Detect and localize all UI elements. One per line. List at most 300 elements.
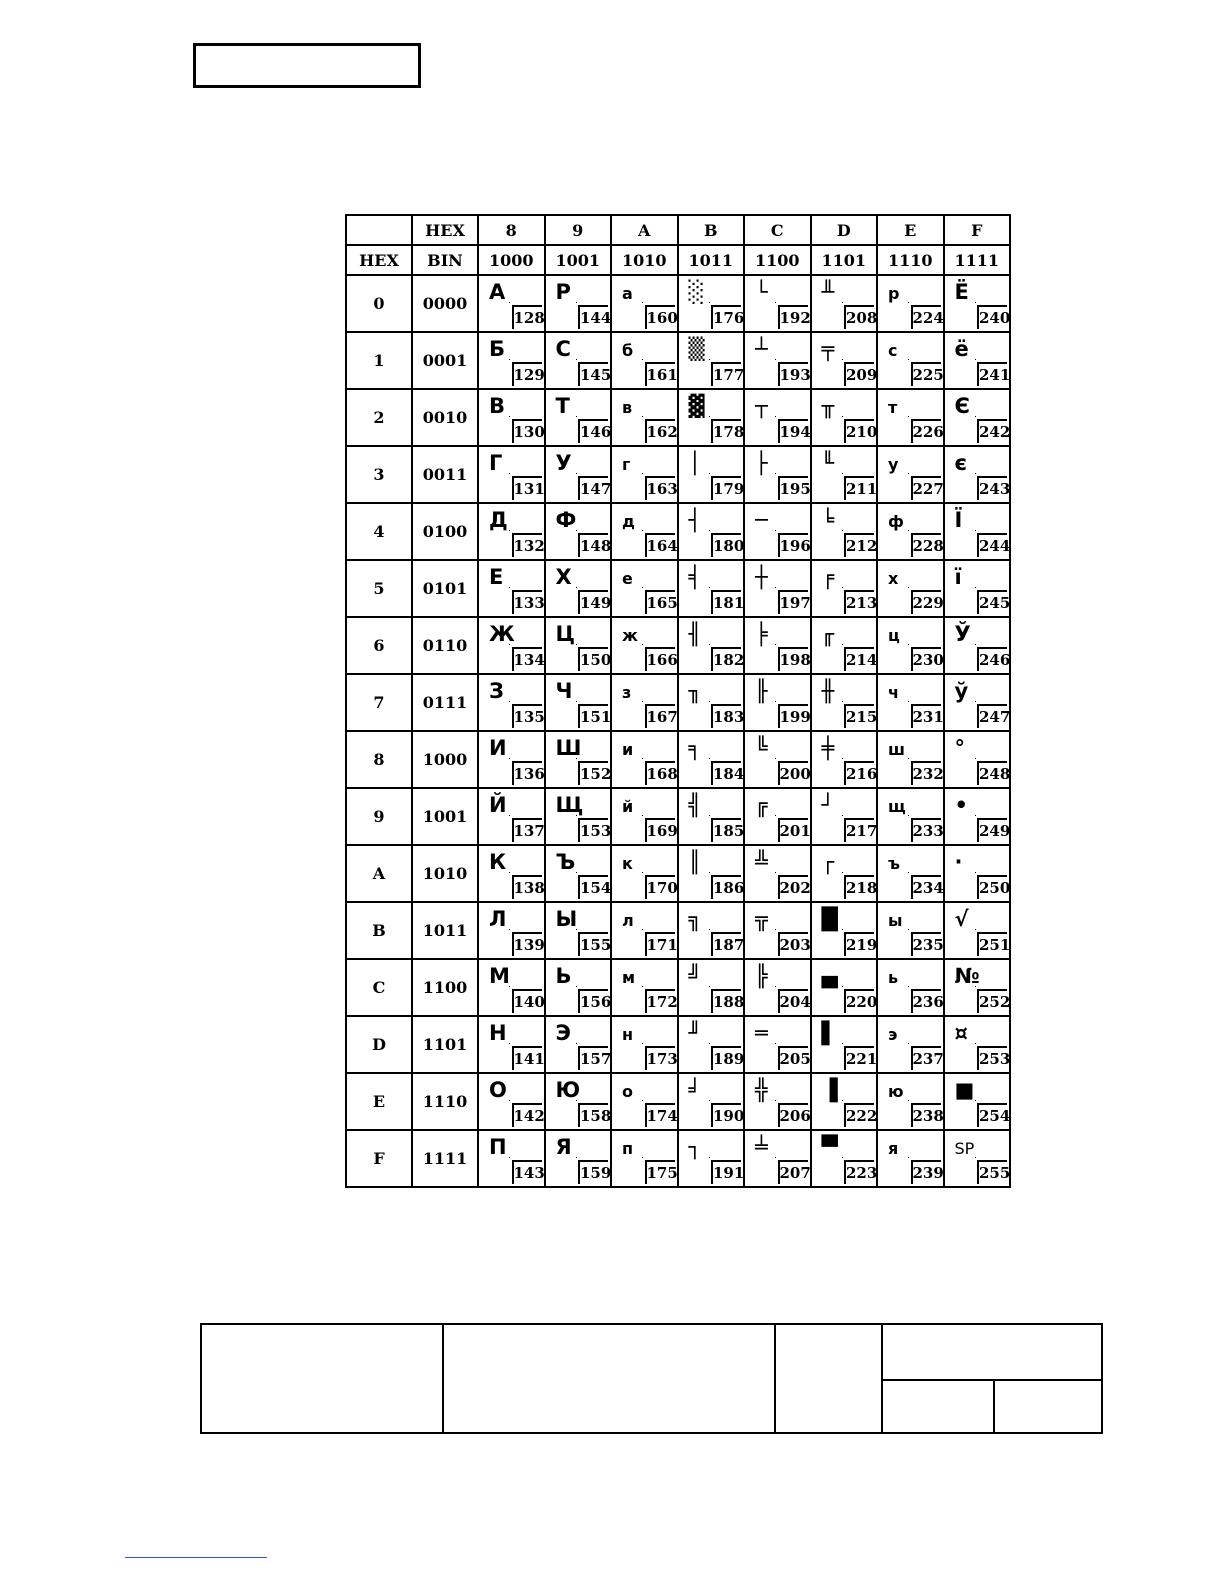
char-code: 178 xyxy=(711,419,741,443)
char-code: 190 xyxy=(711,1103,741,1127)
char-code: 252 xyxy=(977,989,1007,1013)
char-code: 207 xyxy=(778,1160,808,1184)
char-glyph: А xyxy=(489,280,506,304)
char-cell xyxy=(744,446,811,503)
char-code: 222 xyxy=(844,1103,874,1127)
char-glyph: ╗ xyxy=(688,907,702,931)
char-code: 162 xyxy=(645,419,675,443)
cell-underline xyxy=(975,530,976,531)
char-cell xyxy=(944,1130,1011,1187)
cell-underline xyxy=(908,986,909,987)
char-cell xyxy=(877,845,944,902)
char-glyph: Ж xyxy=(489,622,515,646)
char-glyph: ┘ xyxy=(821,793,835,817)
char-glyph: Ц xyxy=(555,622,575,646)
cell-underline xyxy=(709,530,710,531)
char-code: 216 xyxy=(844,761,874,785)
char-glyph: │ xyxy=(688,451,702,475)
char-code: 214 xyxy=(844,647,874,671)
char-cell xyxy=(478,959,545,1016)
char-code: 184 xyxy=(711,761,741,785)
char-cell xyxy=(545,959,612,1016)
char-code: 147 xyxy=(578,476,608,500)
cell-underline xyxy=(509,1100,510,1101)
char-code: 158 xyxy=(578,1103,608,1127)
char-code: 251 xyxy=(977,932,1007,956)
cell-underline xyxy=(509,872,510,873)
char-glyph: ╦ xyxy=(755,907,768,931)
cell-underline xyxy=(709,644,710,645)
cell-underline xyxy=(908,872,909,873)
char-code: 229 xyxy=(911,590,941,614)
char-code: 244 xyxy=(977,533,1007,557)
char-code: 228 xyxy=(911,533,941,557)
char-code: 245 xyxy=(977,590,1007,614)
char-code: 133 xyxy=(512,590,542,614)
cell-underline xyxy=(975,929,976,930)
cell-underline xyxy=(642,1100,643,1101)
cell-underline xyxy=(775,986,776,987)
char-glyph: х xyxy=(888,569,899,588)
cell-underline xyxy=(642,359,643,360)
char-code: 226 xyxy=(911,419,941,443)
char-glyph: ┼ xyxy=(755,565,768,589)
char-code: 168 xyxy=(645,761,675,785)
char-code: 239 xyxy=(911,1160,941,1184)
char-glyph: Ф xyxy=(555,508,577,532)
cell-underline xyxy=(642,530,643,531)
cell-underline xyxy=(576,587,577,588)
cell-underline xyxy=(975,359,976,360)
char-glyph: ╧ xyxy=(755,1135,768,1159)
char-glyph: ╥ xyxy=(821,394,835,418)
char-code: 164 xyxy=(645,533,675,557)
cell-underline xyxy=(908,1043,909,1044)
char-cell xyxy=(744,845,811,902)
char-code: 230 xyxy=(911,647,941,671)
char-cell xyxy=(944,275,1011,332)
char-cell xyxy=(478,902,545,959)
cell-underline xyxy=(842,1043,843,1044)
char-cell xyxy=(545,788,612,845)
cell-underline xyxy=(709,872,710,873)
char-cell xyxy=(811,731,878,788)
char-code: 219 xyxy=(844,932,874,956)
char-code: 206 xyxy=(778,1103,808,1127)
char-code: 237 xyxy=(911,1046,941,1070)
char-code: 255 xyxy=(977,1160,1007,1184)
char-glyph: И xyxy=(489,736,507,760)
char-code: 183 xyxy=(711,704,741,728)
title-block-divider xyxy=(993,1379,995,1432)
char-code: 144 xyxy=(578,305,608,329)
char-code: 203 xyxy=(778,932,808,956)
char-code: 173 xyxy=(645,1046,675,1070)
char-cell xyxy=(678,674,745,731)
cell-underline xyxy=(842,1100,843,1101)
char-code: 220 xyxy=(844,989,874,1013)
char-code: 167 xyxy=(645,704,675,728)
char-code: 232 xyxy=(911,761,941,785)
char-code: 141 xyxy=(512,1046,542,1070)
column-hex-header: E xyxy=(877,215,944,245)
cell-underline xyxy=(908,644,909,645)
char-glyph: С xyxy=(555,337,571,361)
char-cell xyxy=(877,560,944,617)
char-cell xyxy=(811,275,878,332)
code-table-grid xyxy=(345,214,1011,1188)
table-row xyxy=(346,959,1010,1016)
row-bin-value: 1111 xyxy=(412,1130,478,1187)
cell-underline xyxy=(975,872,976,873)
char-code: 146 xyxy=(578,419,608,443)
char-cell xyxy=(877,617,944,674)
char-glyph: В xyxy=(489,394,506,418)
char-cell xyxy=(811,1073,878,1130)
cell-underline xyxy=(709,815,710,816)
char-glyph: У xyxy=(555,451,572,475)
column-bin-header: 1011 xyxy=(678,245,745,275)
cell-underline xyxy=(709,1043,710,1044)
char-glyph: Ё xyxy=(954,280,969,304)
char-glyph: Т xyxy=(555,394,570,418)
cell-underline xyxy=(775,758,776,759)
char-cell xyxy=(744,902,811,959)
char-code: 217 xyxy=(844,818,874,842)
char-code: 143 xyxy=(512,1160,542,1184)
cell-underline xyxy=(975,815,976,816)
char-glyph: ч xyxy=(888,683,899,702)
cell-underline xyxy=(908,473,909,474)
char-glyph: Ї xyxy=(954,508,963,532)
char-code: 199 xyxy=(778,704,808,728)
char-code: 231 xyxy=(911,704,941,728)
char-cell xyxy=(944,560,1011,617)
title-block-divider xyxy=(442,1325,444,1432)
char-code: 139 xyxy=(512,932,542,956)
char-glyph: а xyxy=(622,284,633,303)
cell-underline xyxy=(642,416,643,417)
cell-underline xyxy=(842,986,843,987)
cell-underline xyxy=(842,644,843,645)
char-glyph: г xyxy=(622,455,631,474)
cell-underline xyxy=(975,1043,976,1044)
char-cell xyxy=(478,275,545,332)
char-code: 142 xyxy=(512,1103,542,1127)
cell-underline xyxy=(576,701,577,702)
table-row xyxy=(346,560,1010,617)
char-cell xyxy=(877,959,944,1016)
char-cell xyxy=(678,503,745,560)
char-glyph: ъ xyxy=(888,854,901,873)
row-bin-value: 0111 xyxy=(412,674,478,731)
char-cell xyxy=(678,617,745,674)
row-hex-value: 3 xyxy=(346,446,412,503)
char-code: 148 xyxy=(578,533,608,557)
char-glyph: ░ xyxy=(688,280,705,304)
char-code: 140 xyxy=(512,989,542,1013)
char-glyph: к xyxy=(622,854,633,873)
char-cell xyxy=(811,1130,878,1187)
cell-underline xyxy=(908,1157,909,1158)
char-glyph: ┴ xyxy=(755,337,768,361)
char-code: 150 xyxy=(578,647,608,671)
char-glyph: П xyxy=(489,1135,507,1159)
char-glyph: я xyxy=(888,1139,899,1158)
char-glyph: ╘ xyxy=(821,508,835,532)
char-cell xyxy=(678,560,745,617)
char-glyph: Ш xyxy=(555,736,582,760)
char-code: 170 xyxy=(645,875,675,899)
row-hex-value: A xyxy=(346,845,412,902)
char-cell xyxy=(811,902,878,959)
char-cell xyxy=(744,731,811,788)
cell-underline xyxy=(975,644,976,645)
cell-underline xyxy=(509,701,510,702)
char-code: 195 xyxy=(778,476,808,500)
char-glyph: ╤ xyxy=(821,337,835,361)
table-row xyxy=(346,446,1010,503)
char-code: 218 xyxy=(844,875,874,899)
char-cell xyxy=(611,1130,678,1187)
cell-underline xyxy=(509,359,510,360)
row-bin-value: 1100 xyxy=(412,959,478,1016)
column-bin-header: 1010 xyxy=(611,245,678,275)
row-bin-value: 0101 xyxy=(412,560,478,617)
char-glyph: у xyxy=(888,455,899,474)
char-glyph: ▄ xyxy=(821,964,838,988)
char-cell xyxy=(811,959,878,1016)
char-code: 149 xyxy=(578,590,608,614)
char-cell xyxy=(611,788,678,845)
char-cell xyxy=(611,1016,678,1073)
char-cell xyxy=(944,1016,1011,1073)
char-cell xyxy=(478,503,545,560)
char-code: 193 xyxy=(778,362,808,386)
title-block-hline xyxy=(881,1379,1101,1381)
row-bin-value: 0000 xyxy=(412,275,478,332)
char-cell xyxy=(944,617,1011,674)
char-code: 137 xyxy=(512,818,542,842)
cell-underline xyxy=(842,473,843,474)
char-cell xyxy=(611,845,678,902)
cell-underline xyxy=(709,701,710,702)
char-cell xyxy=(678,389,745,446)
char-code: 134 xyxy=(512,647,542,671)
char-cell xyxy=(678,1073,745,1130)
row-bin-value: 0001 xyxy=(412,332,478,389)
header-row-hex xyxy=(346,215,1010,245)
char-code: 159 xyxy=(578,1160,608,1184)
char-cell xyxy=(545,446,612,503)
char-glyph: д xyxy=(622,512,635,531)
char-glyph: Б xyxy=(489,337,506,361)
cell-underline xyxy=(642,644,643,645)
char-cell xyxy=(478,332,545,389)
char-glyph: ▐ xyxy=(821,1078,838,1102)
char-code: 209 xyxy=(844,362,874,386)
char-glyph: Ь xyxy=(555,964,572,988)
cell-underline xyxy=(975,1157,976,1158)
char-cell xyxy=(545,845,612,902)
char-code: 130 xyxy=(512,419,542,443)
char-glyph: ╟ xyxy=(755,679,768,703)
char-glyph: ╖ xyxy=(688,679,702,703)
char-code: 161 xyxy=(645,362,675,386)
char-code: 153 xyxy=(578,818,608,842)
char-code: 132 xyxy=(512,533,542,557)
char-code: 176 xyxy=(711,305,741,329)
char-code: 135 xyxy=(512,704,542,728)
cell-underline xyxy=(975,1100,976,1101)
char-code: 154 xyxy=(578,875,608,899)
row-bin-value: 1101 xyxy=(412,1016,478,1073)
char-cell xyxy=(678,332,745,389)
char-code: 223 xyxy=(844,1160,874,1184)
column-hex-header: F xyxy=(944,215,1011,245)
char-cell xyxy=(944,389,1011,446)
cell-underline xyxy=(775,587,776,588)
char-cell xyxy=(611,617,678,674)
column-hex-header: C xyxy=(744,215,811,245)
char-code: 205 xyxy=(778,1046,808,1070)
char-cell xyxy=(811,845,878,902)
char-glyph: л xyxy=(622,911,634,930)
cell-underline xyxy=(908,530,909,531)
cell-underline xyxy=(709,587,710,588)
cell-underline xyxy=(775,929,776,930)
char-glyph: ╚ xyxy=(755,736,768,760)
cell-underline xyxy=(642,1157,643,1158)
table-row xyxy=(346,731,1010,788)
title-block-divider xyxy=(774,1325,776,1432)
table-row xyxy=(346,617,1010,674)
char-code: 174 xyxy=(645,1103,675,1127)
char-code: 213 xyxy=(844,590,874,614)
cell-underline xyxy=(842,416,843,417)
char-glyph: в xyxy=(622,398,633,417)
char-cell xyxy=(545,674,612,731)
row-hex-value: 5 xyxy=(346,560,412,617)
char-glyph: Е xyxy=(489,565,504,589)
char-glyph: ╛ xyxy=(688,1078,702,1102)
row-bin-value: 0011 xyxy=(412,446,478,503)
char-cell xyxy=(678,845,745,902)
char-code: 131 xyxy=(512,476,542,500)
row-hex-value: E xyxy=(346,1073,412,1130)
char-cell xyxy=(744,617,811,674)
char-glyph: Ы xyxy=(555,907,578,931)
table-row xyxy=(346,1073,1010,1130)
char-glyph: О xyxy=(489,1078,507,1102)
char-cell xyxy=(545,1016,612,1073)
char-code: 192 xyxy=(778,305,808,329)
char-glyph: К xyxy=(489,850,507,874)
char-glyph: ╙ xyxy=(821,451,835,475)
row-bin-value: 1010 xyxy=(412,845,478,902)
char-glyph: й xyxy=(622,797,634,816)
char-cell xyxy=(611,275,678,332)
char-glyph: ▓ xyxy=(688,394,705,418)
table-row xyxy=(346,845,1010,902)
cell-underline xyxy=(509,587,510,588)
char-cell xyxy=(478,560,545,617)
char-code: 185 xyxy=(711,818,741,842)
char-cell xyxy=(877,731,944,788)
char-code: 169 xyxy=(645,818,675,842)
cell-underline xyxy=(842,815,843,816)
cell-underline xyxy=(709,302,710,303)
char-glyph: ї xyxy=(954,565,962,589)
char-code: 249 xyxy=(977,818,1007,842)
char-code: 243 xyxy=(977,476,1007,500)
char-cell xyxy=(744,389,811,446)
char-cell xyxy=(611,959,678,1016)
char-cell xyxy=(478,845,545,902)
cell-underline xyxy=(709,758,710,759)
char-glyph: и xyxy=(622,740,634,759)
char-cell xyxy=(611,560,678,617)
char-cell xyxy=(478,1016,545,1073)
cell-underline xyxy=(842,587,843,588)
column-hex-header: B xyxy=(678,215,745,245)
char-code: 172 xyxy=(645,989,675,1013)
char-glyph: Ъ xyxy=(555,850,576,874)
char-code: 197 xyxy=(778,590,808,614)
cell-underline xyxy=(509,416,510,417)
row-bin-value: 0010 xyxy=(412,389,478,446)
column-bin-header: 1111 xyxy=(944,245,1011,275)
char-code: 210 xyxy=(844,419,874,443)
char-cell xyxy=(478,674,545,731)
char-code: 233 xyxy=(911,818,941,842)
cell-underline xyxy=(576,473,577,474)
cell-underline xyxy=(775,473,776,474)
row-hex-value: 0 xyxy=(346,275,412,332)
char-cell xyxy=(811,332,878,389)
column-bin-header: 1000 xyxy=(478,245,545,275)
header-row-bin xyxy=(346,245,1010,275)
title-block xyxy=(200,1323,1103,1434)
char-cell xyxy=(811,503,878,560)
char-glyph: Й xyxy=(489,793,507,817)
char-code: 128 xyxy=(512,305,542,329)
char-glyph: Л xyxy=(489,907,507,931)
char-cell xyxy=(545,275,612,332)
char-code: 160 xyxy=(645,305,675,329)
cell-underline xyxy=(775,1043,776,1044)
char-cell xyxy=(545,1073,612,1130)
table-row xyxy=(346,332,1010,389)
row-bin-value: 1110 xyxy=(412,1073,478,1130)
char-glyph: Є xyxy=(954,394,970,418)
char-cell xyxy=(545,389,612,446)
char-cell xyxy=(678,902,745,959)
row-hex-value: 7 xyxy=(346,674,412,731)
char-cell xyxy=(678,446,745,503)
char-code: 180 xyxy=(711,533,741,557)
cell-underline xyxy=(775,872,776,873)
column-bin-header: 1101 xyxy=(811,245,878,275)
char-cell xyxy=(545,1130,612,1187)
char-glyph: ═ xyxy=(755,1021,768,1045)
char-glyph: ь xyxy=(888,968,899,987)
cell-underline xyxy=(709,1100,710,1101)
cell-underline xyxy=(908,302,909,303)
row-hex-value: F xyxy=(346,1130,412,1187)
char-code: 202 xyxy=(778,875,808,899)
char-code: 194 xyxy=(778,419,808,443)
